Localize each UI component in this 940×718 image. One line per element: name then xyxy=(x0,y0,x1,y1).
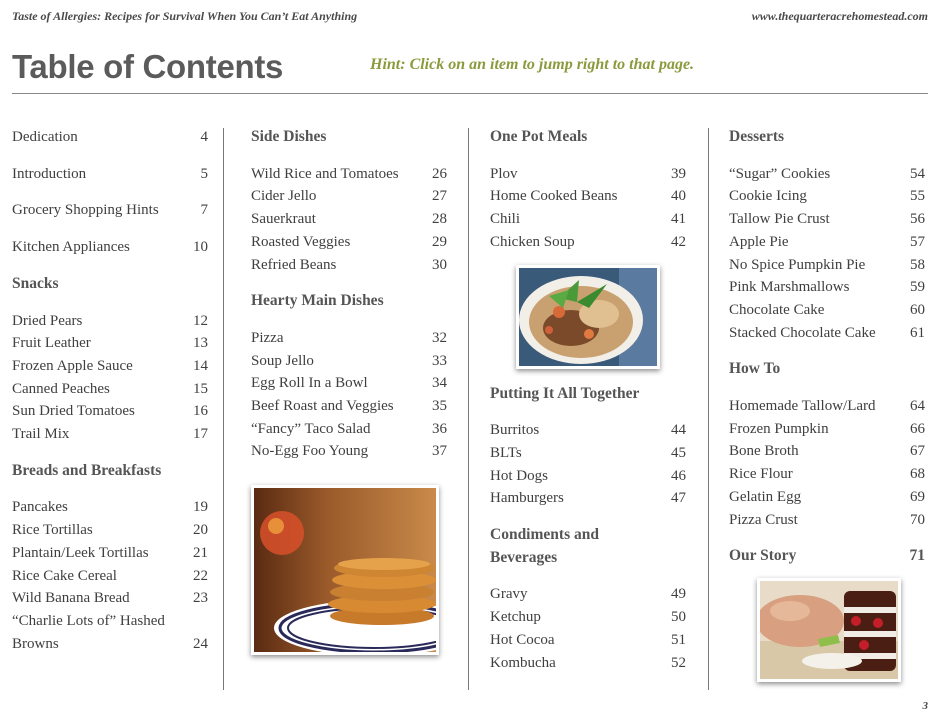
toc-entry-label: No Spice Pumpkin Pie xyxy=(729,256,866,273)
toc-entry-label: Tallow Pie Crust xyxy=(729,211,830,228)
toc-entry-page: 36 xyxy=(432,420,447,437)
toc-entry-page: 44 xyxy=(671,422,686,439)
toc-entry-label: Plantain/Leek Tortillas xyxy=(12,544,149,561)
toc-entry-label: Gravy xyxy=(490,586,528,603)
toc-entry-label: Dedication xyxy=(12,129,78,145)
toc-entry[interactable] xyxy=(12,332,208,355)
toc-entry-page: 64 xyxy=(910,398,925,415)
toc-entry[interactable] xyxy=(12,542,208,565)
title-divider xyxy=(12,93,928,94)
toc-entry-label: Beef Roast and Veggies xyxy=(251,398,394,415)
toc-entry-page: 49 xyxy=(671,586,686,603)
toc-entry-page: 26 xyxy=(432,165,447,182)
toc-entry-label: Pancakes xyxy=(12,499,68,516)
column-divider xyxy=(223,128,224,690)
toc-column-1 xyxy=(12,126,208,655)
toc-entry[interactable] xyxy=(490,465,686,488)
toc-entry-page: 34 xyxy=(432,375,447,392)
toc-entry-label: Bone Broth xyxy=(729,443,799,460)
toc-entry[interactable] xyxy=(12,565,208,588)
toc-entry-page: 21 xyxy=(193,544,208,561)
toc-entry-page: 68 xyxy=(910,466,925,483)
toc-entry[interactable] xyxy=(490,185,686,208)
toc-entry-label: Chocolate Cake xyxy=(729,301,825,318)
toc-entry-label: “Fancy” Taco Salad xyxy=(251,420,371,437)
toc-entry[interactable] xyxy=(251,231,447,254)
toc-entry-label: Wild Rice and Tomatoes xyxy=(251,165,399,182)
toc-entry-label: Dried Pears xyxy=(12,312,83,329)
toc-entry-page: 5 xyxy=(200,165,208,182)
toc-entry-label: Wild Banana Bread xyxy=(12,590,130,607)
toc-entry[interactable] xyxy=(251,185,447,208)
toc-entry-label: Refried Beans xyxy=(251,256,337,273)
toc-entry-page: 12 xyxy=(193,312,208,329)
toc-entry-introduction[interactable] xyxy=(12,163,208,186)
toc-entry[interactable] xyxy=(490,208,686,231)
toc-entry[interactable] xyxy=(729,486,925,509)
pancakes-photo xyxy=(251,485,439,655)
toc-entry-label: Pizza xyxy=(251,329,284,346)
toc-entry[interactable] xyxy=(729,185,925,208)
toc-entry-page: 13 xyxy=(193,335,208,352)
toc-entry[interactable] xyxy=(729,509,925,532)
toc-entry-label: Pizza Crust xyxy=(729,511,798,528)
toc-entry-page: 59 xyxy=(910,279,925,296)
toc-entry-label: Home Cooked Beans xyxy=(490,188,618,205)
toc-entry-page: 30 xyxy=(432,256,447,273)
toc-entry-page: 69 xyxy=(910,488,925,505)
toc-entry-page: 22 xyxy=(193,567,208,584)
toc-entry[interactable] xyxy=(12,378,208,401)
section-heading-one-pot-meals[interactable]: One Pot Meals xyxy=(490,128,588,145)
toc-entry[interactable] xyxy=(729,208,925,231)
toc-entry-page: 16 xyxy=(193,403,208,420)
toc-entry-label: Cookie Icing xyxy=(729,188,807,205)
toc-entry-page: 42 xyxy=(671,233,686,250)
toc-entry-label: Rice Flour xyxy=(729,466,793,483)
section-heading-label: Our Story xyxy=(729,547,797,565)
toc-entry[interactable] xyxy=(729,299,925,322)
section-heading-our-story[interactable] xyxy=(729,545,925,568)
toc-entry-page: 70 xyxy=(910,511,925,528)
toc-entry-page: 45 xyxy=(671,444,686,461)
toc-entry-label: Trail Mix xyxy=(12,426,70,443)
toc-entry-page: 60 xyxy=(910,301,925,318)
toc-entry[interactable] xyxy=(729,254,925,277)
chocolate-cake-photo xyxy=(757,578,901,682)
toc-entry-page: 35 xyxy=(432,398,447,415)
section-heading-how-to[interactable]: How To xyxy=(729,360,781,378)
toc-entry-page: 24 xyxy=(193,635,208,652)
toc-entry[interactable] xyxy=(490,629,686,652)
toc-entry-grocery-shopping-hints[interactable] xyxy=(12,199,208,222)
toc-entry[interactable] xyxy=(490,583,686,606)
toc-entry-page: 55 xyxy=(910,188,925,205)
toc-entry-page: 29 xyxy=(432,233,447,250)
toc-entry[interactable] xyxy=(490,487,686,510)
section-heading-snacks[interactable]: Snacks xyxy=(12,274,59,292)
section-heading-side-dishes[interactable]: Side Dishes xyxy=(251,128,327,145)
toc-entry-page: 28 xyxy=(432,211,447,228)
running-header-title: Taste of Allergies: Recipes for Survival When You Can’t Eat Anything xyxy=(12,9,358,23)
toc-entry[interactable] xyxy=(12,400,208,423)
toc-entry-label: Sun Dried Tomatoes xyxy=(12,403,135,420)
toc-entry-dedication[interactable] xyxy=(12,126,208,149)
toc-entry[interactable] xyxy=(490,419,686,442)
column-divider xyxy=(468,128,469,690)
toc-entry-page: 71 xyxy=(909,547,925,565)
toc-entry-label: Ketchup xyxy=(490,609,541,626)
toc-entry-label: Chicken Soup xyxy=(490,233,575,250)
toc-entry-kitchen-appliances[interactable] xyxy=(12,236,208,259)
toc-entry-label: Burritos xyxy=(490,422,540,439)
toc-entry-label: Hamburgers xyxy=(490,490,564,507)
running-header-url: www.thequarteracrehomestead.com xyxy=(751,9,928,23)
toc-entry[interactable] xyxy=(12,587,208,610)
section-heading-breads[interactable]: Breads and Breakfasts xyxy=(12,461,162,479)
toc-entry-page: 20 xyxy=(193,522,208,539)
toc-entry[interactable] xyxy=(729,231,925,254)
toc-entry-label: Introduction xyxy=(12,165,87,182)
toc-entry-page: 10 xyxy=(193,239,208,256)
toc-entry[interactable] xyxy=(729,463,925,486)
toc-entry-page: 40 xyxy=(671,188,686,205)
toc-entry-page: 33 xyxy=(432,352,447,369)
toc-entry-label: Gelatin Egg xyxy=(729,488,802,505)
toc-entry[interactable] xyxy=(729,418,925,441)
toc-entry-label: Rice Tortillas xyxy=(12,522,93,539)
toc-entry[interactable] xyxy=(12,310,208,333)
toc-entry[interactable] xyxy=(490,163,686,186)
toc-entry-page: 54 xyxy=(910,165,925,182)
page-title: Table of Contents xyxy=(12,48,284,85)
section-heading-condiments-and-beverages[interactable]: Condiments and Beverages xyxy=(490,526,599,566)
toc-entry-page: 57 xyxy=(910,233,925,250)
hint-text: Hint: Click on an item to jump right to that page. xyxy=(370,56,695,73)
toc-entry[interactable] xyxy=(251,350,447,373)
toc-entry-page: 32 xyxy=(432,329,447,346)
toc-entry-label: Kombucha xyxy=(490,654,556,671)
toc-entry[interactable] xyxy=(729,276,925,299)
toc-entry-page: 58 xyxy=(910,256,925,273)
toc-entry-label: Soup Jello xyxy=(251,352,314,369)
toc-column-3 xyxy=(490,126,686,674)
toc-entry[interactable] xyxy=(490,442,686,465)
toc-entry[interactable] xyxy=(729,163,925,186)
section-heading-desserts[interactable]: Desserts xyxy=(729,128,785,145)
toc-entry-label: Rice Cake Cereal xyxy=(12,567,117,584)
toc-entry-page: 41 xyxy=(671,211,686,228)
toc-entry-page: 19 xyxy=(193,499,208,516)
toc-entry-label: Pink Marshmallows xyxy=(729,279,850,296)
toc-entry-label: Fruit Leather xyxy=(12,335,91,352)
toc-entry-page: 52 xyxy=(671,654,686,671)
column-divider xyxy=(708,128,709,690)
plov-photo xyxy=(516,265,660,369)
toc-entry-page: 50 xyxy=(671,609,686,626)
toc-entry[interactable] xyxy=(251,440,447,463)
toc-entry[interactable] xyxy=(490,606,686,629)
toc-entry-page: 23 xyxy=(193,590,208,607)
toc-entry[interactable] xyxy=(12,496,208,519)
toc-entry-label: “Sugar” Cookies xyxy=(729,165,831,182)
toc-entry-label: Grocery Shopping Hints xyxy=(12,202,159,219)
toc-entry[interactable] xyxy=(729,440,925,463)
toc-entry-page: 37 xyxy=(432,443,447,460)
toc-entry-label: Roasted Veggies xyxy=(251,233,351,250)
toc-entry-label: No-Egg Foo Young xyxy=(251,443,369,460)
toc-entry[interactable] xyxy=(251,372,447,395)
section-heading-hearty-main-dishes[interactable]: Hearty Main Dishes xyxy=(251,292,384,310)
toc-entry-page: 17 xyxy=(193,426,208,443)
toc-entry-label: Canned Peaches xyxy=(12,380,110,397)
toc-entry[interactable] xyxy=(12,355,208,378)
toc-entry-label: Cider Jello xyxy=(251,188,317,205)
toc-entry[interactable] xyxy=(729,395,925,418)
toc-entry[interactable] xyxy=(251,163,447,186)
toc-entry-page: 66 xyxy=(910,420,925,437)
toc-entry-label: Frozen Pumpkin xyxy=(729,420,829,437)
toc-entry-label: Stacked Chocolate Cake xyxy=(729,324,876,341)
toc-entry-label: Hot Dogs xyxy=(490,467,548,484)
toc-entry-label: Egg Roll In a Bowl xyxy=(251,375,368,392)
toc-entry-label: Plov xyxy=(490,165,518,182)
toc-entry-page: 14 xyxy=(193,357,208,374)
toc-entry-page: 51 xyxy=(671,631,686,648)
toc-entry-page: 47 xyxy=(671,490,686,507)
toc-entry-page: 39 xyxy=(671,165,686,182)
toc-entry-label: Sauerkraut xyxy=(251,211,316,228)
page-number: 3 xyxy=(922,700,928,712)
toc-entry-label: “Charlie Lots of” Hashed Browns xyxy=(12,612,165,652)
toc-entry-page: 46 xyxy=(671,467,686,484)
toc-entry[interactable] xyxy=(251,254,447,277)
toc-entry[interactable] xyxy=(12,519,208,542)
toc-entry-label: Kitchen Appliances xyxy=(12,239,130,256)
toc-entry-page: 56 xyxy=(910,211,925,228)
toc-entry-page: 4 xyxy=(200,129,208,145)
toc-entry[interactable] xyxy=(251,418,447,441)
toc-column-4 xyxy=(729,126,925,682)
toc-entry[interactable] xyxy=(251,395,447,418)
toc-entry-label: Hot Cocoa xyxy=(490,631,555,648)
toc-entry-label: Apple Pie xyxy=(729,233,789,250)
toc-column-2 xyxy=(251,126,447,655)
toc-entry-label: Chili xyxy=(490,211,521,228)
toc-entry[interactable] xyxy=(729,322,925,345)
toc-entry-page: 67 xyxy=(910,443,925,460)
toc-entry[interactable] xyxy=(12,610,208,655)
toc-entry-page: 15 xyxy=(193,380,208,397)
section-heading-putting-it-all-together[interactable]: Putting It All Together xyxy=(490,384,640,402)
toc-entry-page: 61 xyxy=(910,324,925,341)
toc-entry[interactable] xyxy=(490,231,686,254)
toc-entry-label: BLTs xyxy=(490,444,522,461)
toc-entry[interactable] xyxy=(251,208,447,231)
toc-entry-label: Frozen Apple Sauce xyxy=(12,357,133,374)
toc-entry[interactable] xyxy=(251,327,447,350)
toc-entry-page: 27 xyxy=(432,188,447,205)
toc-entry[interactable] xyxy=(490,652,686,675)
toc-entry-page: 7 xyxy=(200,202,208,219)
toc-entry-label: Homemade Tallow/Lard xyxy=(729,398,876,415)
toc-entry[interactable] xyxy=(12,423,208,446)
